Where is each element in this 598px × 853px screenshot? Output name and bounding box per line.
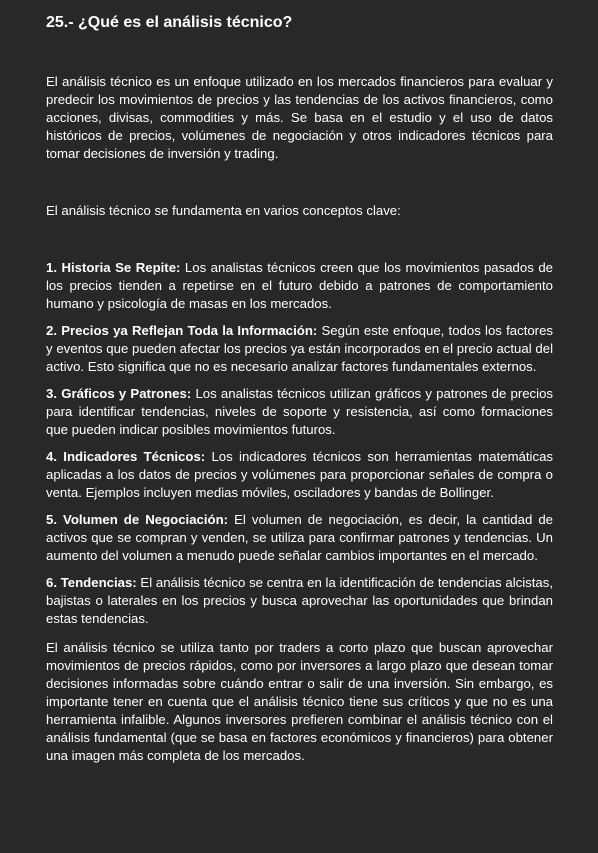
document-page	[46, 13, 553, 765]
concept-term: 1. Historia Se Repite:	[46, 260, 181, 275]
concept-text: Según este enfoque, todos los factores y eventos que pueden afectar los precios ya están incorporados en el precio actual del activo. Esto significa que no es necesario analizar factores fundamentales externos.	[46, 323, 554, 374]
concept-term: 6. Tendencias:	[46, 575, 137, 590]
concept-term: 3. Gráficos y Patrones:	[46, 386, 192, 401]
page-title: 25.- ¿Qué es el análisis técnico?	[46, 14, 293, 31]
concepts-list	[46, 259, 553, 628]
concept-text: Los indicadores técnicos son herramientas matemáticas aplicadas a los datos de precios y volúmenes para proporcionar señales de compra o venta. Ejemplos incluyen medias móviles, osciladores y bandas de Bollinger.	[46, 449, 554, 500]
concept-text: El análisis técnico se centra en la identificación de tendencias alcistas, bajistas o laterales en los precios y busca aprovechar las oportunidades que brindan estas tendencias.	[46, 575, 554, 626]
concept-item-volume	[46, 511, 553, 565]
concept-term: 5. Volumen de Negociación:	[46, 512, 229, 527]
concept-item-trends	[46, 574, 553, 628]
intro-paragraph: El análisis técnico es un enfoque utilizado en los mercados financieros para evaluar y predecir los movimientos de precios y las tendencias de los activos financieros, como acciones, divisas, commodities y más. Se basa en el estudio y el uso de datos históricos de precios, volúmenes de negociación y otros indicadores técnicos para tomar decisiones de inversión y trading.	[46, 74, 553, 161]
concept-item-charts	[46, 385, 553, 439]
concepts-lead-paragraph: El análisis técnico se fundamenta en varios conceptos clave:	[46, 203, 401, 218]
concept-text: Los analistas técnicos creen que los movimientos pasados de los precios tienden a repetirse en el futuro debido a patrones de comportamiento humano y psicología de masas en los mercados.	[46, 260, 553, 311]
concept-term: 4. Indicadores Técnicos:	[46, 449, 206, 464]
concept-item-history	[46, 259, 553, 313]
closing-paragraph: El análisis técnico se utiliza tanto por traders a corto plazo que buscan aprovechar movimientos de precios rápidos, como por inversores a largo plazo que desean tomar decisiones informadas sobre cuándo entrar o salir de una inversión. Sin embargo, es importante tener en cuenta que el análisis técnico tiene sus críticos y que no es una herramienta infalible. Algunos inversores prefieren combinar el análisis técnico con el análisis fundamental (que se basa en factores económicos y financieros) para obtener una imagen más completa de los mercados.	[46, 640, 553, 763]
concept-item-prices	[46, 322, 553, 376]
concept-term: 2. Precios ya Reflejan Toda la Información:	[46, 323, 318, 338]
concept-text: El volumen de negociación, es decir, la cantidad de activos que se compran y venden, se utiliza para confirmar patrones y tendencias. Un aumento del volumen a menudo puede señalar cambios importantes en el mercado.	[46, 512, 553, 563]
concept-text: Los analistas técnicos utilizan gráficos y patrones de precios para identificar tendencias, niveles de soporte y resistencia, así como formaciones que pueden indicar posibles movimientos futuros.	[46, 386, 554, 437]
concept-item-indicators	[46, 448, 553, 502]
